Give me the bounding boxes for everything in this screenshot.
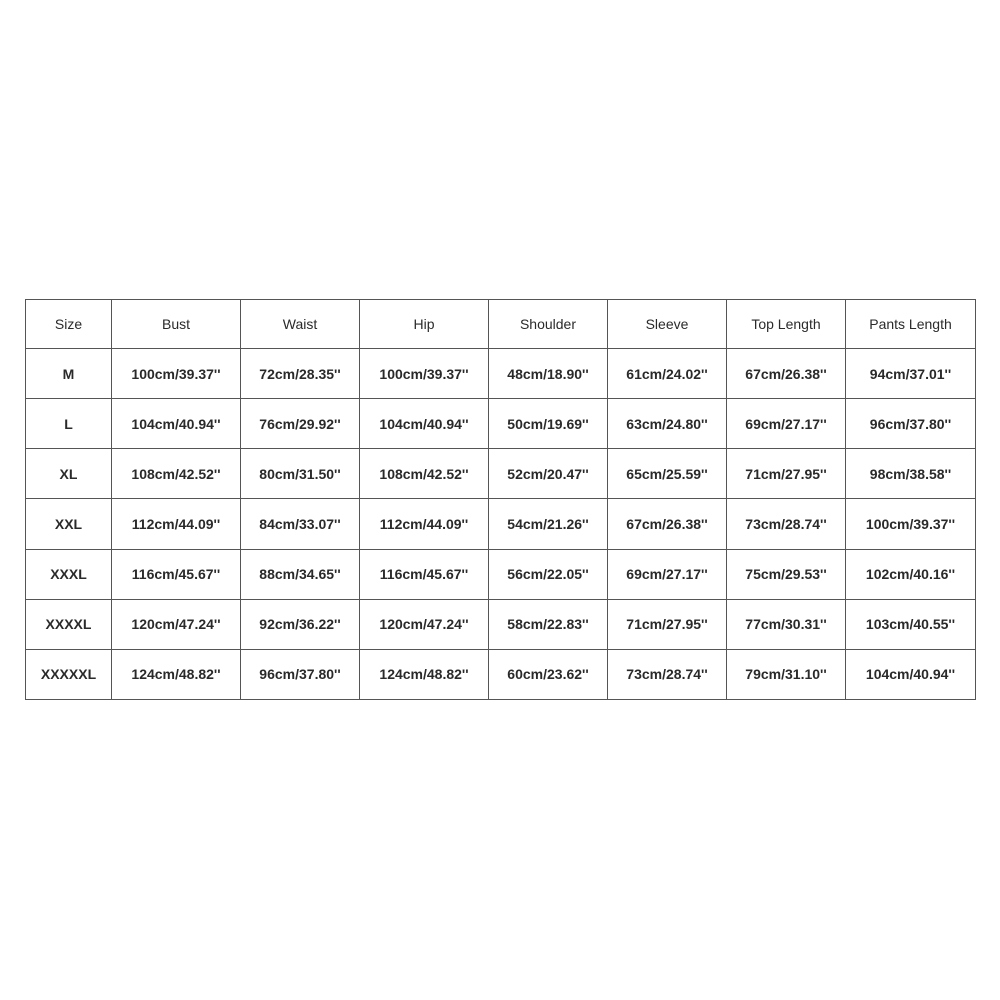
cell-hip: 104cm/40.94'' — [360, 399, 489, 449]
cell-pants-length: 94cm/37.01'' — [846, 349, 976, 399]
cell-shoulder: 56cm/22.05'' — [489, 549, 608, 599]
header-top-length: Top Length — [727, 300, 846, 349]
table-row — [26, 499, 976, 549]
cell-shoulder: 54cm/21.26'' — [489, 499, 608, 549]
size-chart-table — [25, 299, 976, 700]
cell-waist: 88cm/34.65'' — [241, 549, 360, 599]
cell-waist: 80cm/31.50'' — [241, 449, 360, 499]
cell-sleeve: 69cm/27.17'' — [608, 549, 727, 599]
cell-size: L — [26, 399, 112, 449]
cell-top-length: 77cm/30.31'' — [727, 599, 846, 649]
cell-top-length: 75cm/29.53'' — [727, 549, 846, 599]
cell-waist: 96cm/37.80'' — [241, 649, 360, 699]
cell-bust: 124cm/48.82'' — [112, 649, 241, 699]
header-sleeve: Sleeve — [608, 300, 727, 349]
table-row — [26, 399, 976, 449]
cell-size: M — [26, 349, 112, 399]
header-pants-length: Pants Length — [846, 300, 976, 349]
header-waist: Waist — [241, 300, 360, 349]
cell-bust: 100cm/39.37'' — [112, 349, 241, 399]
cell-top-length: 79cm/31.10'' — [727, 649, 846, 699]
header-bust: Bust — [112, 300, 241, 349]
cell-top-length: 71cm/27.95'' — [727, 449, 846, 499]
table-row — [26, 649, 976, 699]
cell-sleeve: 61cm/24.02'' — [608, 349, 727, 399]
cell-sleeve: 67cm/26.38'' — [608, 499, 727, 549]
cell-pants-length: 100cm/39.37'' — [846, 499, 976, 549]
header-size: Size — [26, 300, 112, 349]
header-row — [26, 300, 976, 349]
cell-size: XXXXL — [26, 599, 112, 649]
cell-shoulder: 52cm/20.47'' — [489, 449, 608, 499]
cell-top-length: 67cm/26.38'' — [727, 349, 846, 399]
cell-waist: 84cm/33.07'' — [241, 499, 360, 549]
table-row — [26, 599, 976, 649]
cell-hip: 116cm/45.67'' — [360, 549, 489, 599]
cell-hip: 120cm/47.24'' — [360, 599, 489, 649]
cell-shoulder: 50cm/19.69'' — [489, 399, 608, 449]
header-hip: Hip — [360, 300, 489, 349]
cell-size: XXL — [26, 499, 112, 549]
cell-hip: 112cm/44.09'' — [360, 499, 489, 549]
cell-shoulder: 58cm/22.83'' — [489, 599, 608, 649]
cell-sleeve: 63cm/24.80'' — [608, 399, 727, 449]
cell-pants-length: 96cm/37.80'' — [846, 399, 976, 449]
table-row — [26, 549, 976, 599]
cell-pants-length: 102cm/40.16'' — [846, 549, 976, 599]
table-row — [26, 349, 976, 399]
cell-hip: 108cm/42.52'' — [360, 449, 489, 499]
cell-hip: 100cm/39.37'' — [360, 349, 489, 399]
table-body — [26, 349, 976, 700]
cell-bust: 104cm/40.94'' — [112, 399, 241, 449]
cell-waist: 76cm/29.92'' — [241, 399, 360, 449]
cell-top-length: 69cm/27.17'' — [727, 399, 846, 449]
cell-shoulder: 48cm/18.90'' — [489, 349, 608, 399]
cell-bust: 120cm/47.24'' — [112, 599, 241, 649]
cell-pants-length: 98cm/38.58'' — [846, 449, 976, 499]
cell-bust: 116cm/45.67'' — [112, 549, 241, 599]
cell-size: XXXXXL — [26, 649, 112, 699]
header-shoulder: Shoulder — [489, 300, 608, 349]
cell-pants-length: 103cm/40.55'' — [846, 599, 976, 649]
table-row — [26, 449, 976, 499]
cell-shoulder: 60cm/23.62'' — [489, 649, 608, 699]
cell-sleeve: 65cm/25.59'' — [608, 449, 727, 499]
cell-top-length: 73cm/28.74'' — [727, 499, 846, 549]
cell-waist: 72cm/28.35'' — [241, 349, 360, 399]
cell-sleeve: 71cm/27.95'' — [608, 599, 727, 649]
cell-size: XXXL — [26, 549, 112, 599]
cell-bust: 108cm/42.52'' — [112, 449, 241, 499]
cell-hip: 124cm/48.82'' — [360, 649, 489, 699]
cell-waist: 92cm/36.22'' — [241, 599, 360, 649]
cell-pants-length: 104cm/40.94'' — [846, 649, 976, 699]
cell-size: XL — [26, 449, 112, 499]
cell-sleeve: 73cm/28.74'' — [608, 649, 727, 699]
cell-bust: 112cm/44.09'' — [112, 499, 241, 549]
